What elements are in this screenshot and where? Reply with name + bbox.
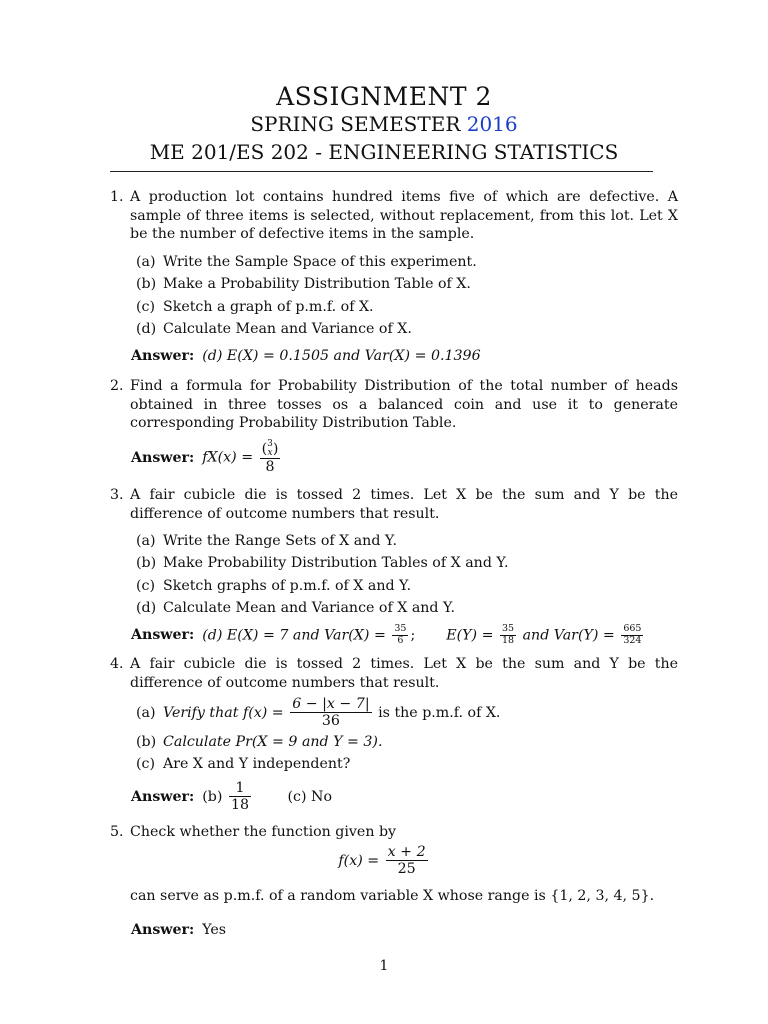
part-text: Make a Probability Distribution Table of X. xyxy=(163,276,471,292)
course-heading: ME 201/ES 202 - ENGINEERING STATISTICS xyxy=(149,140,619,164)
question-1-part-c xyxy=(136,298,374,316)
part-label: (c) xyxy=(136,578,156,594)
question-number: 4. xyxy=(110,656,124,672)
question-5-continuation xyxy=(110,887,678,906)
answer-text: Yes xyxy=(202,922,227,938)
question-1-part-a xyxy=(136,253,477,271)
part-text: Write the Range Sets of X and Y. xyxy=(163,533,397,549)
answer-part-b-label: (b) xyxy=(202,788,223,805)
part-text: Calculate Mean and Variance of X and Y. xyxy=(163,600,456,616)
answer-label: Answer: xyxy=(131,922,195,938)
question-3 xyxy=(110,486,678,523)
question-3-part-d xyxy=(136,599,455,617)
question-text: A fair cubicle die is tossed 2 times. Let X be the sum and Y be the difference of outcome numbers that result. xyxy=(130,656,678,691)
question-number: 5. xyxy=(110,824,124,840)
question-text: A fair cubicle die is tossed 2 times. Let X be the sum and Y be the difference of outcome numbers that result. xyxy=(130,487,678,522)
part-label: (d) xyxy=(136,321,157,337)
question-1-answer xyxy=(131,348,481,364)
semester-year: 2016 xyxy=(466,112,518,136)
question-2-answer xyxy=(131,440,282,475)
question-3-part-a xyxy=(136,532,397,550)
mean-y-fraction xyxy=(500,624,516,647)
header-divider xyxy=(110,171,653,172)
part-label: (d) xyxy=(136,600,157,616)
part-label: (a) xyxy=(136,704,156,721)
fraction-numerator: 35 xyxy=(394,623,407,634)
binom-bottom: x xyxy=(267,448,273,458)
fraction-numerator: 1 xyxy=(229,780,251,797)
question-4-answer xyxy=(131,780,332,814)
question-1-part-d xyxy=(136,320,412,338)
question-5-equation xyxy=(0,844,768,878)
part-text-tail: is the p.m.f. of X. xyxy=(378,704,501,721)
answer-lhs: fX(x) = xyxy=(202,449,254,466)
answer-y-var: and Var(Y) = xyxy=(522,627,615,644)
question-text: A production lot contains hundred items five of which are defective. A sample of three items is selected, without replacement, from this lot. Let X be the number of defective items in the sample. xyxy=(130,189,678,243)
part-text: Calculate Mean and Variance of X. xyxy=(163,321,412,337)
part-text: Are X and Y independent? xyxy=(163,756,351,772)
fraction-numerator: 665 xyxy=(623,623,642,634)
part-label: (a) xyxy=(136,533,156,549)
page-number: 1 xyxy=(379,958,389,974)
fraction-denominator: 18 xyxy=(230,797,249,814)
question-3-part-c xyxy=(136,577,411,595)
answer-y-mean: E(Y) = xyxy=(446,627,494,644)
question-number: 2. xyxy=(110,378,124,394)
question-3-answer: Answer: (d) E(X) = 7 and Var(X) = $\frac{35}{6}$ ; E(Y) = $\frac{35}{18}$ and Var(Y) = $\frac{665}{324}$ xyxy=(131,623,642,646)
part-label: (c) xyxy=(136,299,156,315)
equation-lhs: f(x) = xyxy=(338,852,380,869)
question-5-answer xyxy=(131,922,226,938)
semester-heading xyxy=(0,112,768,136)
answer-text: (d) E(X) = 0.1505 and Var(X) = 0.1396 xyxy=(202,348,481,364)
answer-part-c: (c) No xyxy=(287,788,332,805)
answer-label: Answer: xyxy=(131,348,195,364)
part-label: (b) xyxy=(136,555,157,571)
fraction-denominator: 6 xyxy=(397,634,404,646)
fraction-numerator: x + 2 xyxy=(387,844,426,860)
question-text: Check whether the function given by xyxy=(130,824,397,840)
question-4-part-c xyxy=(136,755,350,773)
question-2 xyxy=(110,377,678,433)
part-label: (c) xyxy=(136,756,156,772)
question-text: Find a formula for Probability Distribution of the total number of heads obtained in three tosses os a balanced coin and use it to generate corresponding Probability Distribution Table. xyxy=(130,378,678,432)
question-4-part-a xyxy=(136,696,500,730)
question-number: 1. xyxy=(110,189,124,205)
var-y-fraction xyxy=(621,624,643,647)
fraction-denominator: 36 xyxy=(321,713,340,730)
binom-top: 3 xyxy=(267,439,273,449)
fraction-denominator: 8 xyxy=(265,459,275,475)
fraction-numerator: 6 − |x − 7| xyxy=(292,696,370,712)
question-4-part-b xyxy=(136,733,382,751)
part-text: Sketch a graph of p.m.f. of X. xyxy=(163,299,374,315)
question-number: 3. xyxy=(110,487,124,503)
part-label: (a) xyxy=(136,254,156,270)
var-x-fraction xyxy=(392,624,408,647)
part-text: Calculate Pr(X = 9 and Y = 3). xyxy=(163,734,383,750)
question-text: can serve as p.m.f. of a random variable X whose range is {1, 2, 3, 4, 5}. xyxy=(130,888,655,904)
question-5 xyxy=(110,823,678,842)
answer-label: Answer: xyxy=(131,627,195,644)
assignment-title: ASSIGNMENT 2 xyxy=(276,82,492,111)
question-1 xyxy=(110,188,678,244)
fraction-denominator: 25 xyxy=(397,861,416,878)
answer-fraction xyxy=(229,780,251,814)
question-4 xyxy=(110,655,678,692)
answer-label: Answer: xyxy=(131,788,195,805)
part-label: (b) xyxy=(136,734,157,750)
question-3-part-b xyxy=(136,554,508,572)
pmf-fraction xyxy=(290,696,371,730)
part-label: (b) xyxy=(136,276,157,292)
part-text: Sketch graphs of p.m.f. of X and Y. xyxy=(163,578,412,594)
answer-label: Answer: xyxy=(131,449,195,466)
answer-x: (d) E(X) = 7 and Var(X) = xyxy=(202,627,386,644)
fraction-numerator: 35 xyxy=(501,623,515,634)
binomial-fraction: (3 x) 8 xyxy=(261,439,279,475)
fraction-denominator: 324 xyxy=(623,634,642,646)
part-text: Verify that f(x) = xyxy=(163,704,284,721)
question-1-part-b xyxy=(136,275,471,293)
semester-label: SPRING SEMESTER xyxy=(250,112,461,136)
part-text: Make Probability Distribution Tables of X and Y. xyxy=(163,555,509,571)
part-text: Write the Sample Space of this experiment. xyxy=(163,254,477,270)
fraction-denominator: 18 xyxy=(501,634,515,646)
equation-fraction xyxy=(386,844,428,878)
